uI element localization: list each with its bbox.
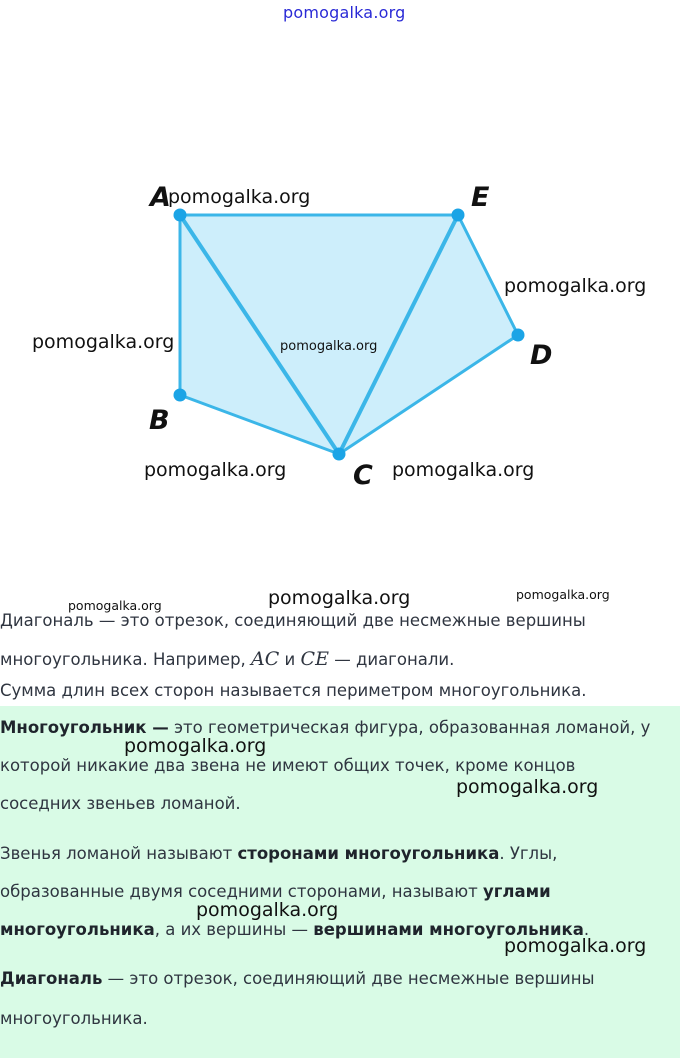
text-fragment: и [279,650,301,669]
diagonal-definition-line-1 [0,969,595,988]
watermark: pomogalka.org [268,587,411,609]
watermark: pomogalka.org [144,459,287,481]
sides-line-1 [0,844,557,863]
term-diagonal: Диагональ [0,969,103,988]
text-fragment: образованные двумя соседними сторонами, называют [0,882,483,901]
term-polygon: Многоугольник — [0,718,169,737]
definition-line-2: которой никакие два звена не имеют общих точек, кроме концов [0,756,576,775]
watermark-top: pomogalka.org [283,3,406,22]
definition-line-3: соседних звеньев ломаной. [0,794,241,813]
watermark: pomogalka.org [280,339,378,354]
term-angles: углами [483,882,551,901]
vertex-point-d [512,329,525,342]
watermark: pomogalka.org [124,735,267,757]
vertex-point-c [333,448,346,461]
math-ce: CE [300,648,329,670]
text-fragment: . [583,920,590,939]
watermark: pomogalka.org [504,275,647,297]
watermark: pomogalka.org [32,331,175,353]
pentagon-shape [180,215,518,454]
text-fragment: . Углы, [499,844,558,863]
text-fragment: , а их вершины — [154,920,314,939]
definition-line-1 [0,718,650,737]
text-fragment: — диагонали. [328,650,455,669]
vertex-label-b: B [149,405,170,436]
watermark: pomogalka.org [504,935,647,957]
term-sides: сторонами многоугольника [237,844,500,863]
math-ac: AC [251,648,280,670]
vertex-point-e [452,209,465,222]
vertex-label-e: E [471,182,490,213]
diagonal-explanation-line-1: Диагональ — это отрезок, соединяющий две несмежные вершины [0,611,586,630]
vertex-label-d: D [530,340,553,371]
watermark: pomogalka.org [68,598,162,613]
sides-line-3 [0,920,589,939]
watermark: pomogalka.org [456,776,599,798]
watermark: pomogalka.org [516,587,610,602]
diagonal-definition-line-2: многоугольника. [0,1009,148,1028]
vertex-label-c: C [353,460,373,491]
text-fragment: многоугольника. Например, [0,650,252,669]
watermark: pomogalka.org [392,459,535,481]
perimeter-sentence: Сумма длин всех сторон называется периметром многоугольника. [0,681,587,700]
vertex-point-b [174,389,187,402]
diagonal-explanation-line-2 [0,648,454,670]
term-angles-cont: многоугольника [0,920,155,939]
watermark: pomogalka.org [196,899,339,921]
text-fragment: это геометрическая фигура, образованная ломаной, у [168,718,651,737]
text-fragment: — это отрезок, соединяющий две несмежные вершины [102,969,595,988]
watermark: pomogalka.org [168,186,311,208]
text-fragment: Звенья ломаной называют [0,844,238,863]
vertex-point-a [174,209,187,222]
vertex-label-a: A [150,182,171,213]
term-vertices: вершинами многоугольника [313,920,584,939]
